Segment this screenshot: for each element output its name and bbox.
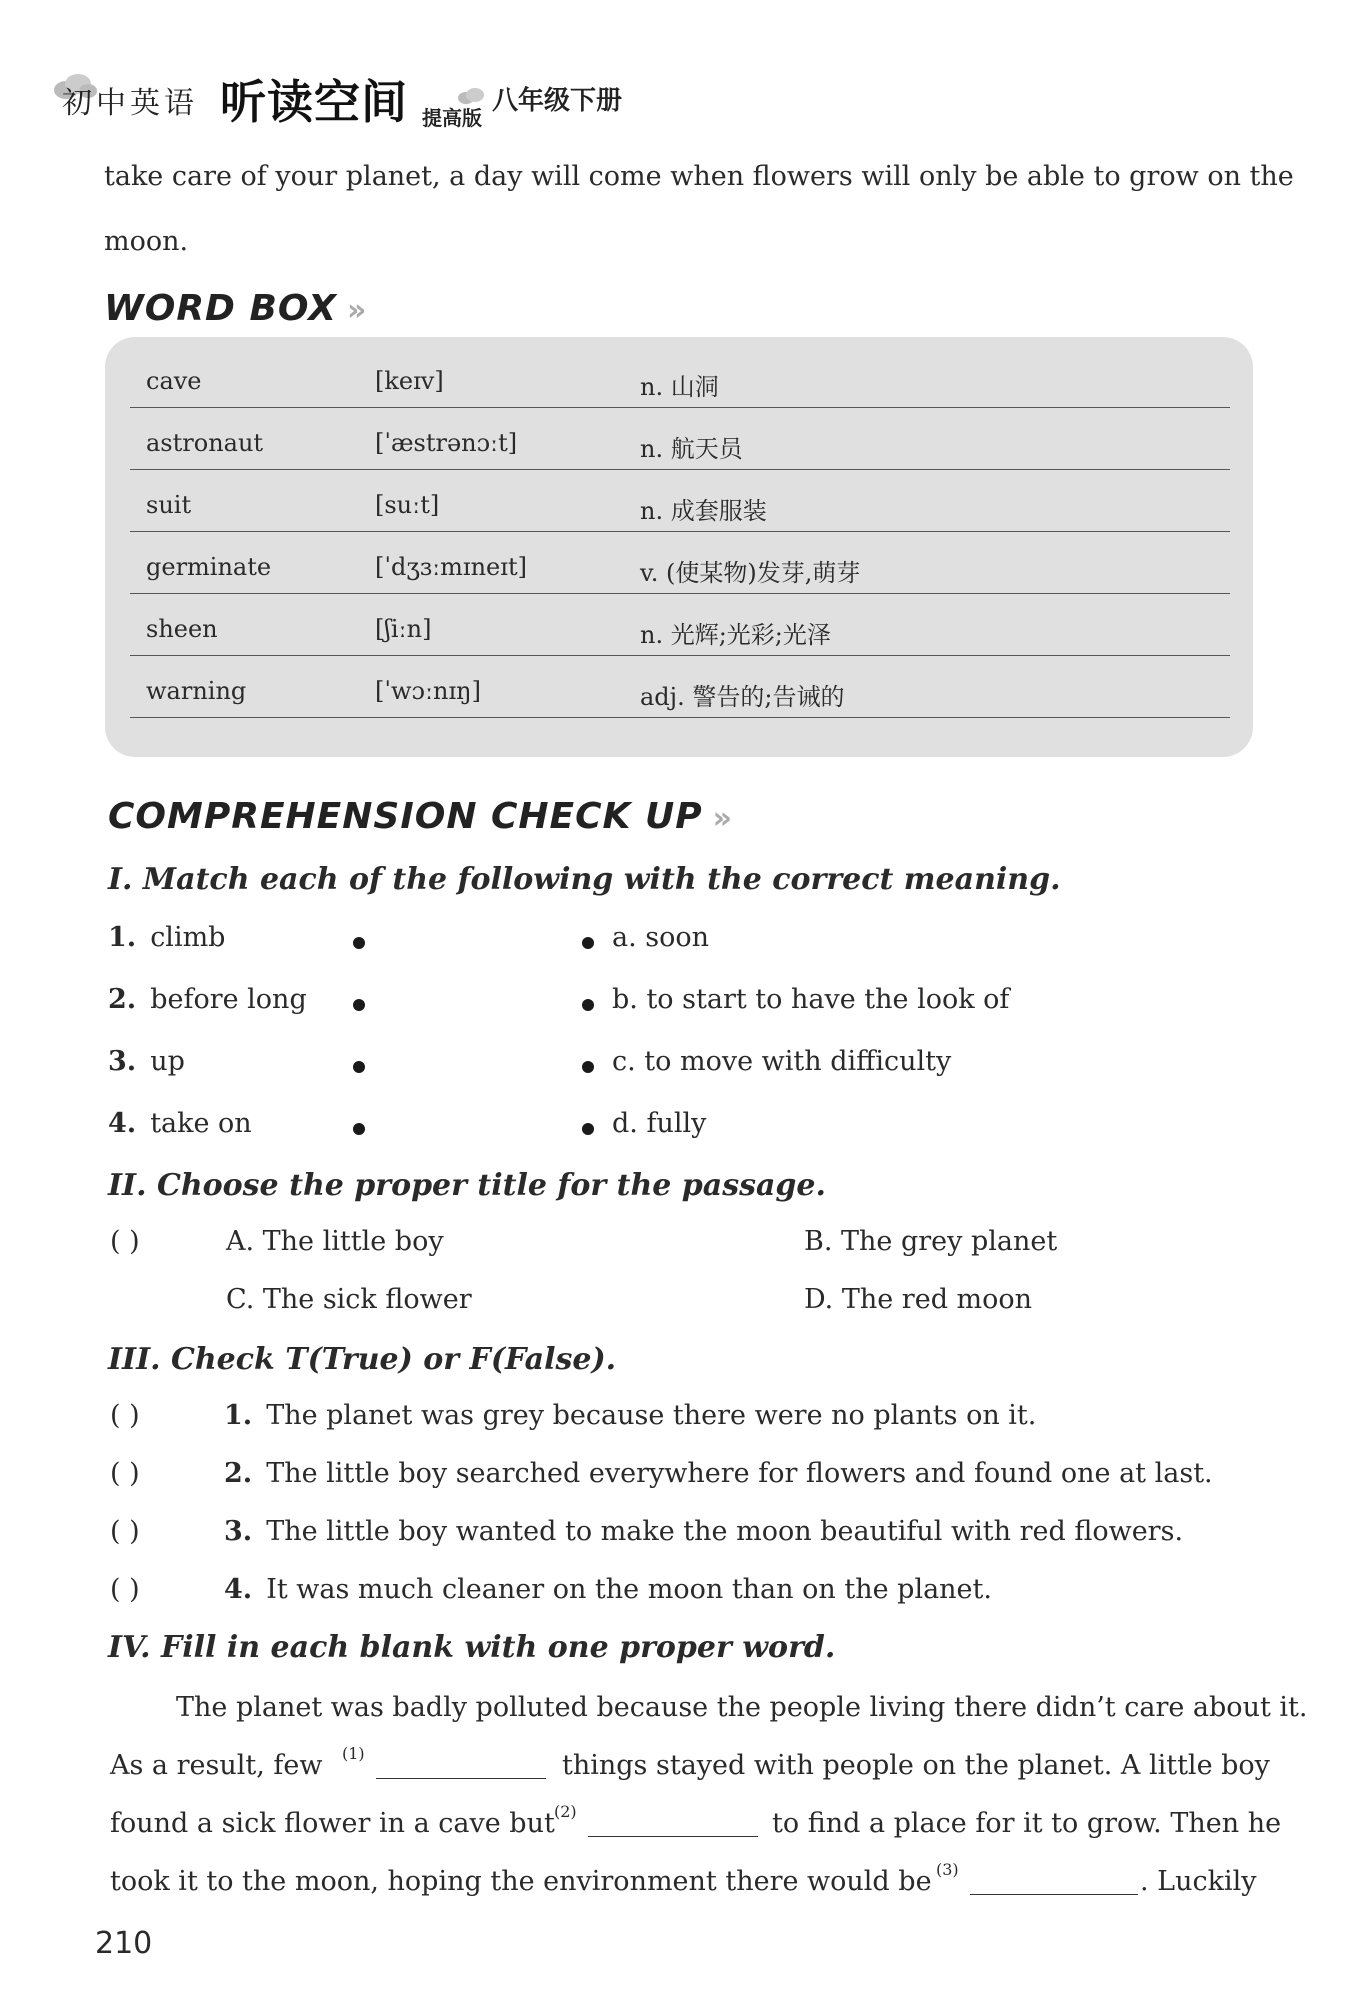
- series-logo: 听读空间: [220, 75, 408, 129]
- tf-statement: The little boy searched everywhere for flowers and found one at last.: [266, 1458, 1213, 1489]
- page-number: 210: [95, 1926, 153, 1961]
- match-dot-left[interactable]: [353, 999, 365, 1011]
- word: sheen: [146, 615, 218, 643]
- item-number: 4.: [224, 1574, 253, 1605]
- match-right-c: c. to move with difficulty: [612, 1046, 952, 1077]
- double-chevron-icon: »: [346, 293, 368, 328]
- match-term: take on: [150, 1108, 252, 1139]
- option-a: A. The little boy: [226, 1226, 444, 1257]
- word: astronaut: [146, 429, 264, 457]
- answer-blank[interactable]: ( ): [110, 1226, 140, 1257]
- passage-line-4b: . Luckily: [1140, 1866, 1257, 1897]
- item-number: 3.: [224, 1516, 253, 1547]
- match-right-b: b. to start to have the look of: [612, 984, 1010, 1015]
- match-term: before long: [150, 984, 307, 1015]
- part1-title: I. Match each of the following with the correct meaning.: [108, 862, 1061, 897]
- word-row: [130, 469, 1230, 532]
- match-dot-right[interactable]: [582, 937, 594, 949]
- answer-blank[interactable]: ( ): [110, 1574, 140, 1605]
- answer-blank[interactable]: ( ): [110, 1400, 140, 1431]
- word: warning: [146, 677, 247, 705]
- option-d: D. The red moon: [804, 1284, 1033, 1315]
- meaning: v. (使某物)发芽,萌芽: [640, 559, 861, 587]
- tf-item-3: [224, 1516, 1183, 1547]
- series-name: 初中英语: [62, 86, 198, 121]
- answer-blank[interactable]: ( ): [110, 1516, 140, 1547]
- match-left-2: [108, 984, 307, 1015]
- meaning: n. 成套服装: [640, 497, 767, 525]
- match-right-a: a. soon: [612, 922, 710, 953]
- item-number: 1.: [108, 922, 137, 953]
- tf-statement: The planet was grey because there were no plants on it.: [266, 1400, 1037, 1431]
- phonetic: [ʃiːn]: [375, 615, 432, 643]
- phonetic: [ˈdʒɜːmɪneɪt]: [375, 553, 527, 581]
- tf-statement: The little boy wanted to make the moon beautiful with red flowers.: [266, 1516, 1184, 1547]
- passage-line-2b: things stayed with people on the planet. A little boy: [562, 1750, 1270, 1781]
- edition-label: 提高版: [422, 106, 482, 130]
- phonetic: [suːt]: [375, 491, 440, 519]
- double-chevron-icon: »: [712, 801, 733, 836]
- phonetic: [keɪv]: [375, 367, 444, 395]
- meaning: n. 山洞: [640, 373, 719, 401]
- blank-marker-1: (1): [342, 1744, 365, 1763]
- meaning: adj. 警告的;告诫的: [640, 683, 845, 711]
- passage-line-4a: took it to the moon, hoping the environment there would be: [110, 1866, 932, 1897]
- blank-marker-3: (3): [936, 1860, 959, 1879]
- match-dot-left[interactable]: [353, 937, 365, 949]
- word-row: [130, 407, 1230, 470]
- match-left-4: [108, 1108, 252, 1139]
- match-dot-left[interactable]: [353, 1061, 365, 1073]
- intro-line-2: moon.: [104, 226, 189, 257]
- fill-blank-1[interactable]: [376, 1778, 546, 1779]
- tf-item-2: [224, 1458, 1213, 1489]
- match-left-1: [108, 922, 225, 953]
- match-dot-right[interactable]: [582, 1061, 594, 1073]
- item-number: 2.: [224, 1458, 253, 1489]
- intro-line-1: take care of your planet, a day will come when flowers will only be able to grow on the: [104, 161, 1294, 192]
- grade-label: 八年级下册: [492, 86, 623, 116]
- word-row: [130, 531, 1230, 594]
- match-term: climb: [150, 922, 226, 953]
- word: suit: [146, 491, 192, 519]
- fill-blank-3[interactable]: [970, 1894, 1138, 1895]
- passage-line-1: The planet was badly polluted because the people living there didn’t care about it.: [176, 1692, 1308, 1723]
- tf-item-4: [224, 1574, 992, 1605]
- passage-line-2a: As a result, few: [110, 1750, 323, 1781]
- fill-blank-2[interactable]: [588, 1836, 758, 1837]
- option-c: C. The sick flower: [226, 1284, 472, 1315]
- option-b: B. The grey planet: [804, 1226, 1058, 1257]
- book-header: [52, 72, 672, 132]
- match-dot-right[interactable]: [582, 1123, 594, 1135]
- answer-blank[interactable]: ( ): [110, 1458, 140, 1489]
- item-number: 3.: [108, 1046, 137, 1077]
- item-number: 4.: [108, 1108, 137, 1139]
- comprehension-heading: [108, 796, 733, 837]
- meaning: n. 光辉;光彩;光泽: [640, 621, 831, 649]
- match-left-3: [108, 1046, 185, 1077]
- tf-statement: It was much cleaner on the moon than on the planet.: [266, 1574, 992, 1605]
- blank-marker-2: (2): [554, 1802, 577, 1821]
- comprehension-heading-text: COMPREHENSION CHECK UP: [108, 796, 703, 837]
- cloud-icon-small: [456, 86, 486, 106]
- word-box-heading: [104, 288, 367, 329]
- phonetic: [ˈæstrənɔːt]: [375, 429, 518, 457]
- word-row: [130, 345, 1230, 408]
- word-row: [130, 655, 1230, 718]
- tf-item-1: [224, 1400, 1036, 1431]
- word-box-heading-text: WORD BOX: [104, 288, 337, 329]
- part4-title: IV. Fill in each blank with one proper word.: [108, 1630, 836, 1665]
- word-box: [105, 337, 1253, 757]
- match-right-d: d. fully: [612, 1108, 707, 1139]
- match-term: up: [150, 1046, 185, 1077]
- passage-line-3b: to find a place for it to grow. Then he: [772, 1808, 1282, 1839]
- word-row: [130, 593, 1230, 656]
- part2-title: II. Choose the proper title for the passage.: [108, 1168, 826, 1203]
- match-dot-left[interactable]: [353, 1123, 365, 1135]
- phonetic: [ˈwɔːnɪŋ]: [375, 677, 481, 705]
- meaning: n. 航天员: [640, 435, 743, 463]
- word: germinate: [146, 553, 272, 581]
- part3-title: III. Check T(True) or F(False).: [108, 1342, 617, 1377]
- match-dot-right[interactable]: [582, 999, 594, 1011]
- item-number: 1.: [224, 1400, 253, 1431]
- item-number: 2.: [108, 984, 137, 1015]
- word: cave: [146, 367, 202, 395]
- passage-line-3a: found a sick flower in a cave but: [110, 1808, 555, 1839]
